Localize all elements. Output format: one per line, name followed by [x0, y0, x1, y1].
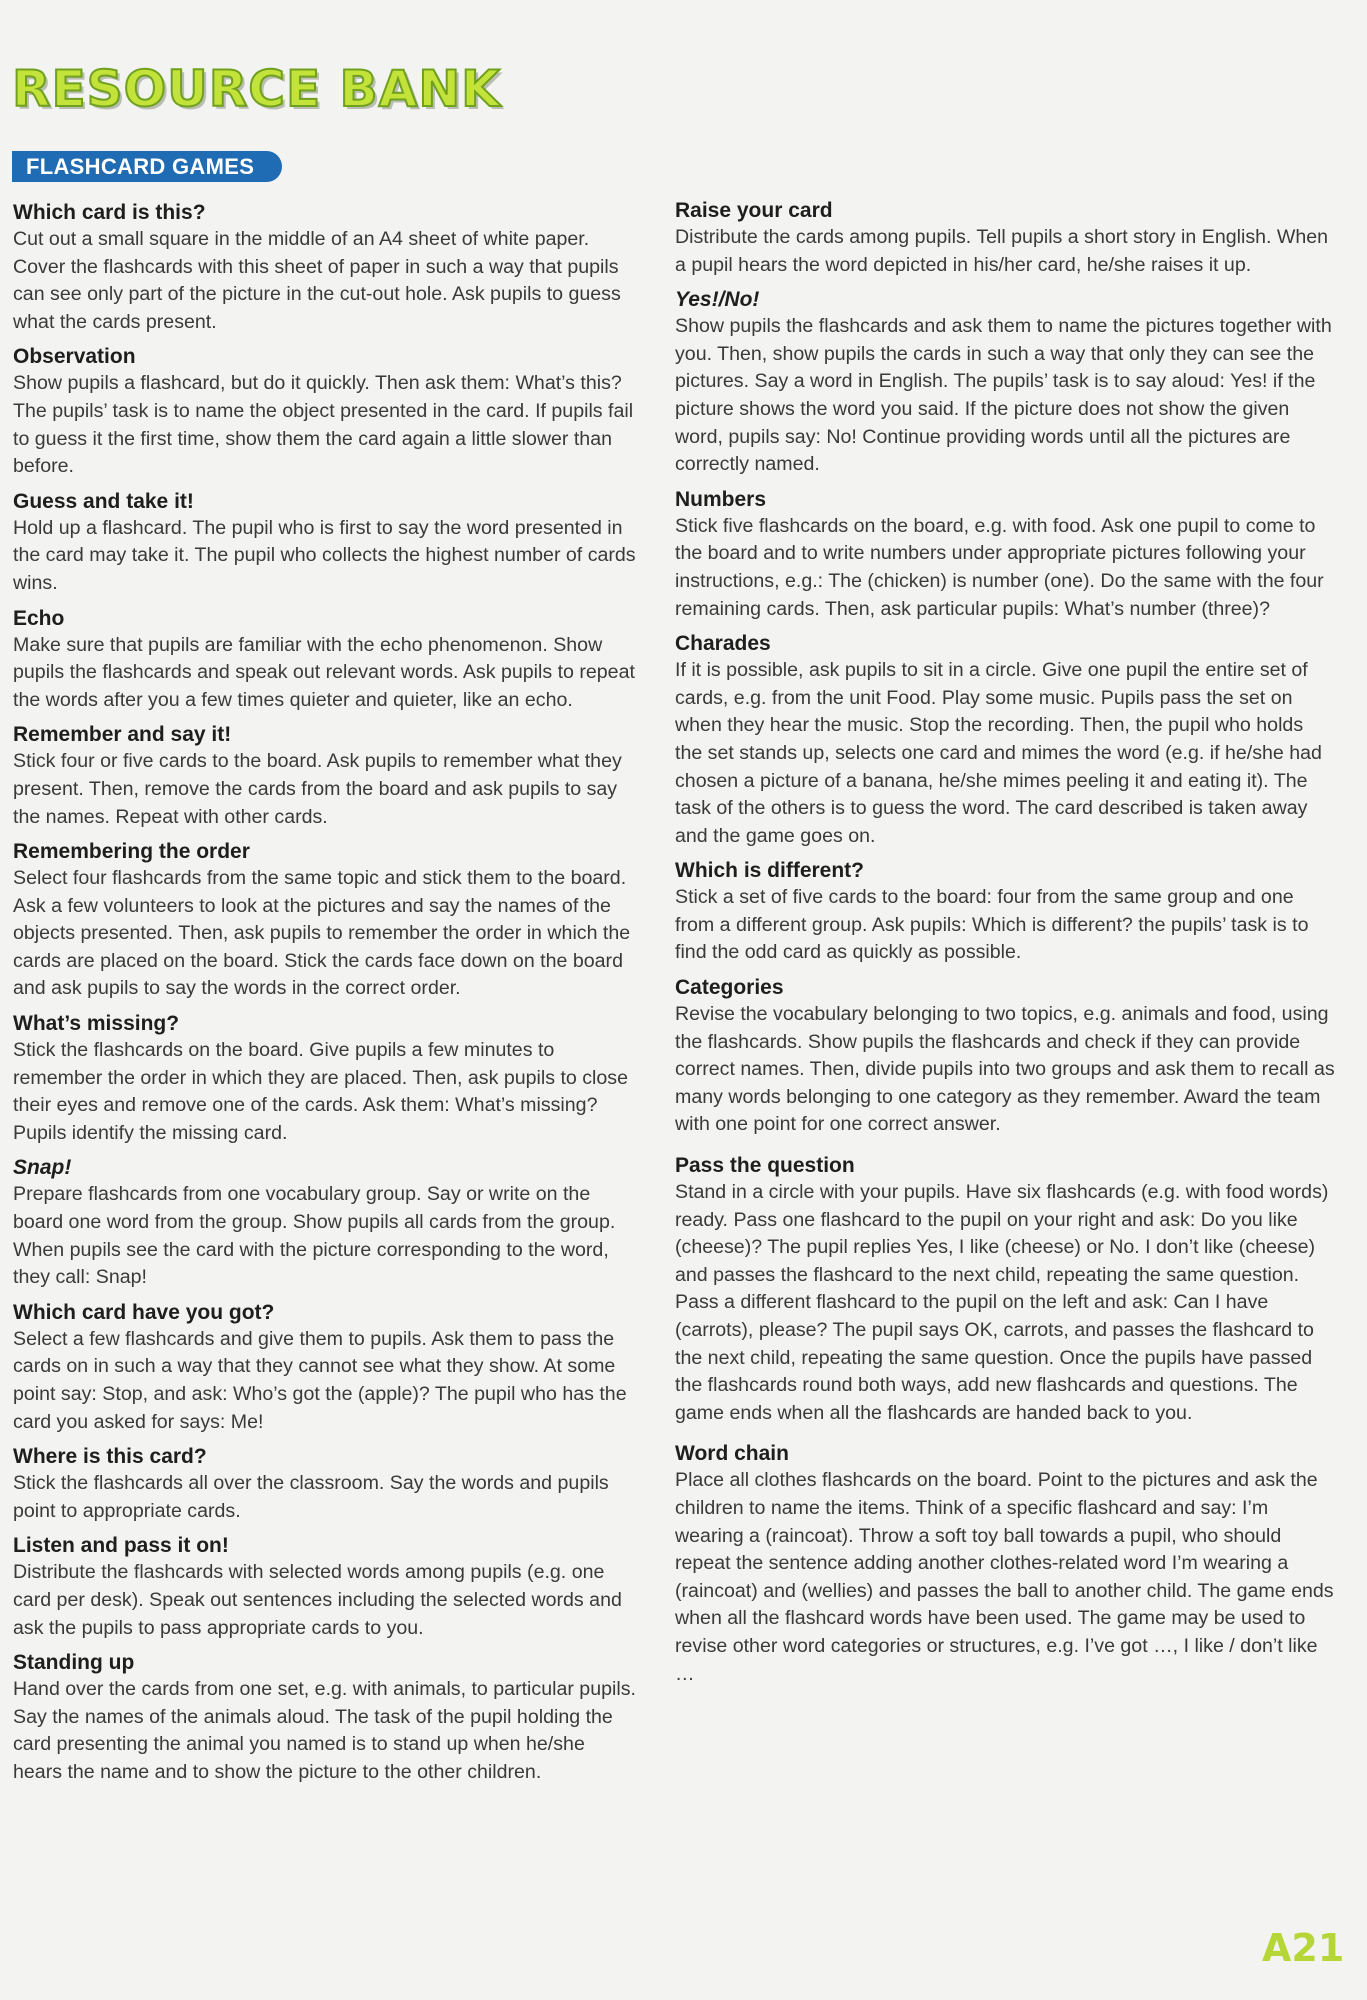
game-title: Word chain [675, 1442, 789, 1466]
game-entry [13, 1011, 638, 1147]
game-entry [13, 606, 638, 715]
game-title: Yes!/No! [675, 288, 760, 312]
game-description: Cut out a small square in the middle of an A4 sheet of white paper. Cover the flashcards with this sheet of paper in such a way that pupils can see only part of the picture in the cut-out hole. Ask pupils to guess what the cards present. [13, 228, 621, 333]
game-description: Stick the flashcards all over the classroom. Say the words and pupils point to appropriate cards. [13, 1472, 609, 1522]
game-title: Pass the question [675, 1154, 855, 1178]
game-title: Remember and say it! [13, 723, 232, 747]
game-description: If it is possible, ask pupils to sit in a circle. Give one pupil the entire set of cards, e.g. from the unit Food. Play some music. Pupils pass the set on when they hear the music. Stop the recording. Then, the pupil who holds the set stands up, selects one card and mimes the word (e.g. if he/she had chosen a picture of a banana, he/she mimes peeling it and eating it). The task of the others is to guess the word. The card described is taken away and the game goes on. [675, 659, 1322, 847]
game-description: Stick five flashcards on the board, e.g. with food. Ask one pupil to come to the board and to write numbers under appropriate pictures following your instructions, e.g.: The (chicken) is number (one). Do the same with the four remaining cards. Then, ask particular pupils: What’s number (three)? [675, 514, 1324, 620]
game-description: Select four flashcards from the same topic and stick them to the board. Ask a few volunteers to look at the pictures and say the names of the objects presented. Then, ask pupils to remember the order in which the cards are placed on the board. Stick the cards face down on the board and ask pupils to say the words in the correct order. [13, 867, 631, 1000]
game-entry [13, 344, 638, 480]
game-entry [675, 631, 1335, 850]
game-description: Stick a set of five cards to the board: four from the same group and one from a different group. Ask pupils: Which is different? the pupils’ task is to find the odd card as quickly as possible. [675, 886, 1309, 964]
game-description: Distribute the cards among pupils. Tell pupils a short story in English. When a pupil hears the word depicted in his/her card, he/she raises it up. [675, 226, 1329, 276]
game-title: Observation [13, 345, 136, 369]
game-description: Stand in a circle with your pupils. Have six flashcards (e.g. with food words) ready. Pass one flashcard to the pupil on your right and ask: Do you like (cheese)? The pupil replies Yes, I like (cheese) or No. I don’t like (cheese) and passes the flashcard to the next child, repeating the same question. Pass a different flashcard to the pupil on the left and ask: Can I have (carrots), please? The pupil says OK, carrots, and passes the flashcard to the next child, repeating the same question. Once the pupils have passed the flashcards round both ways, add new flashcards and questions. The game ends when all the flashcards are handed back to you. [675, 1181, 1329, 1424]
game-title: Guess and take it! [13, 489, 194, 513]
game-description: Make sure that pupils are familiar with the echo phenomenon. Show pupils the flashcards and speak out relevant words. Ask pupils to repeat the words after you a few times quieter and quieter, like an echo. [13, 633, 635, 711]
game-entry [13, 1300, 638, 1436]
game-description: Place all clothes flashcards on the board. Point to the pictures and ask the children to name the items. Think of a specific flashcard and say: I’m wearing a (raincoat). Throw a soft toy ball towards a pupil, who should repeat the sentence adding another clothes-related word I’m wearing a (raincoat) and (wellies) and passes the ball to another child. The game ends when all the flashcard words have been used. The game may be used to revise other word categories or structures, e.g. I’ve got …, I like / don’t like … [675, 1469, 1334, 1685]
game-entry [13, 489, 638, 598]
game-description: Hand over the cards from one set, e.g. with animals, to particular pupils. Say the names of the animals aloud. The task of the pupil holding the card presenting the animal you named is to stand up when he/she hears the name and to show the picture to the other children. [13, 1678, 636, 1783]
game-title: Which card is this? [13, 201, 206, 224]
game-entry [13, 722, 638, 831]
game-entry [13, 200, 638, 336]
game-entry [675, 487, 1335, 623]
game-title: Which card have you got? [13, 1300, 275, 1324]
game-entry [675, 1441, 1335, 1688]
game-description: Revise the vocabulary belonging to two topics, e.g. animals and food, using the flashcards. Show pupils the flashcards and check if they can provide correct names. Then, divide pupils into two groups and ask them to recall as many words belonging to one category as they remember. Award the team with one point for one correct answer. [675, 1003, 1335, 1136]
game-entry [675, 858, 1335, 967]
game-title: Listen and pass it on! [13, 1534, 229, 1558]
game-title: Echo [13, 606, 65, 630]
game-entry [675, 198, 1335, 279]
game-title: Standing up [13, 1651, 135, 1675]
game-description: Select a few flashcards and give them to pupils. Ask them to pass the cards on in such a way that they cannot see what they show. At some point say: Stop, and ask: Who’s got the (apple)? The pupil who has the card you asked for says: Me! [13, 1327, 627, 1433]
game-description: Prepare flashcards from one vocabulary group. Say or write on the board one word from the group. Show pupils all cards from the group. When pupils see the card with the picture corresponding to the word, they call: Snap! [13, 1183, 616, 1289]
game-title: Numbers [675, 487, 767, 511]
game-title: Snap! [13, 1156, 72, 1180]
game-entry [13, 1533, 638, 1642]
game-entry [13, 1155, 638, 1291]
game-title: Categories [675, 976, 784, 1000]
game-title: Remembering the order [13, 840, 250, 864]
game-title: Raise your card [675, 199, 833, 222]
game-description: Stick the flashcards on the board. Give pupils a few minutes to remember the order in which they are placed. Then, ask pupils to close their eyes and remove one of the cards. Ask them: What’s missing? Pupils identify the missing card. [13, 1039, 628, 1144]
game-entry [675, 287, 1335, 479]
left-column [13, 200, 638, 1795]
game-description: Distribute the flashcards with selected words among pupils (e.g. one card per desk). Speak out sentences including the selected words and ask the pupils to pass appropriate cards to you. [13, 1561, 622, 1639]
section-heading: FLASHCARD GAMES [12, 151, 282, 182]
game-description: Stick four or five cards to the board. Ask pupils to remember what they present. Then, remove the cards from the board and ask pupils to say the names. Repeat with other cards. [13, 750, 622, 828]
page-number: A21 [1262, 1926, 1345, 1970]
game-entry [13, 839, 638, 1003]
game-description: Show pupils the flashcards and ask them to name the pictures together with you. Then, show pupils the cards in such a way that only they can see the pictures. Say a word in English. The pupils’ task is to say aloud: Yes! if the picture shows the word you said. If the picture does not show the given word, pupils say: No! Continue providing words until all the pictures are correctly named. [675, 315, 1332, 476]
game-title: Where is this card? [13, 1445, 207, 1469]
game-title: What’s missing? [13, 1012, 180, 1036]
game-description: Hold up a flashcard. The pupil who is first to say the word presented in the card may take it. The pupil who collects the highest number of cards wins. [13, 516, 636, 594]
game-description: Show pupils a flashcard, but do it quickly. Then ask them: What’s this? The pupils’ task is to name the object presented in the card. If pupils fail to guess it the first time, show them the card again a little slower than before. [13, 372, 634, 478]
game-entry [675, 1153, 1335, 1427]
right-column [675, 198, 1335, 1696]
game-title: Which is different? [675, 859, 864, 883]
game-entry [13, 1444, 638, 1525]
game-title: Charades [675, 632, 771, 656]
game-entry [13, 1650, 638, 1786]
page-title: RESOURCE BANK [12, 60, 501, 118]
game-entry [675, 975, 1335, 1139]
